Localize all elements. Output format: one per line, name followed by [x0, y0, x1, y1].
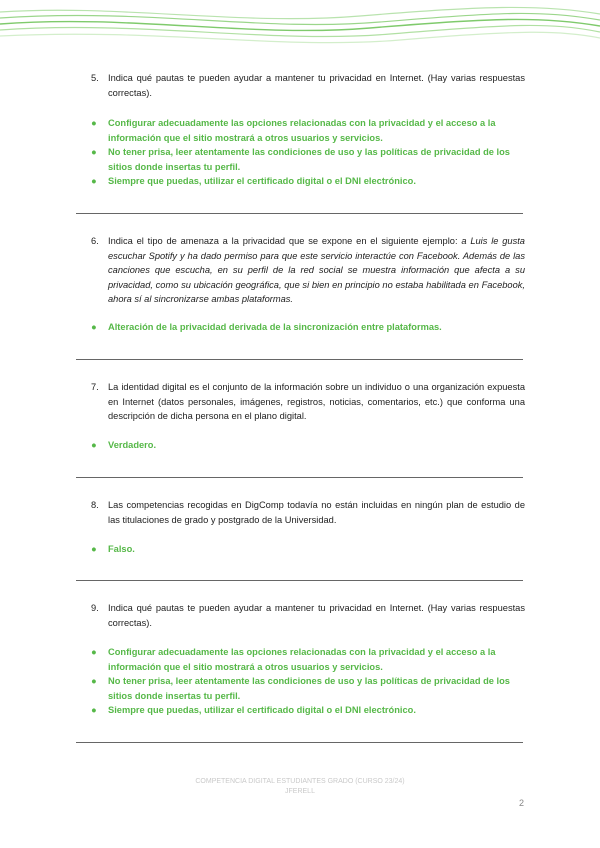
bullet-icon: ● [91, 118, 97, 128]
question-6 [91, 234, 525, 307]
question-5 [91, 71, 525, 100]
question-8 [91, 498, 525, 527]
answer-item: ● Siempre que puedas, utilizar el certificado digital o el DNI electrónico. [91, 703, 525, 718]
bullet-icon: ● [91, 440, 97, 450]
divider [76, 742, 523, 743]
bullet-icon: ● [91, 647, 97, 657]
answer-item: ● Siempre que puedas, utilizar el certificado digital o el DNI electrónico. [91, 174, 525, 189]
divider [76, 213, 523, 214]
question-number: 5. [91, 73, 99, 83]
question-number: 7. [91, 382, 99, 392]
question-text: Indica el tipo de amenaza a la privacidad que se expone en el siguiente ejemplo: a Luis le gusta escuchar Spotify y ha dado permiso para que este servicio interactúe con Facebook. Además de las canciones que escucha, en su perfil de la red social se muestra información que afecta a su privacidad, como su ubicación geográfica, que si bien en principio no estaba habilitada en Facebook, ahora sí al sincronizarse ambas plataformas. [108, 236, 525, 304]
bullet-icon: ● [91, 676, 97, 686]
divider [76, 359, 523, 360]
footer-author: JFERELL [285, 788, 315, 795]
question-example: a Luis le gusta escuchar Spotify y ha dado permiso para que este servicio interactúe con Facebook. Además de las canciones que escucha, en su perfil de la red social se muestra información que afecta a su privacidad, como su ubicación geográfica, que si bien en principio no estaba habilitada en Facebook, ahora sí al sincronizarse ambas plataformas. [108, 236, 525, 304]
answer-item: ● Configurar adecuadamente las opciones relacionadas con la privacidad y el acceso a la información que el sitio mostrará a otros usuarios y servicios. [91, 118, 496, 143]
question-text: Las competencias recogidas en DigComp todavía no están incluidas en ningún plan de estudio de las titulaciones de grado y postgrado de la Universidad. [108, 500, 525, 525]
bullet-icon: ● [91, 176, 97, 186]
divider [76, 477, 523, 478]
question-text: Indica qué pautas te pueden ayudar a mantener tu privacidad en Internet. (Hay varias respuestas correctas). [108, 73, 525, 98]
question-7 [91, 380, 525, 424]
answer-item: ● Alteración de la privacidad derivada de la sincronización entre plataformas. [91, 320, 525, 335]
answers-7 [91, 438, 525, 453]
answers-6 [91, 320, 525, 335]
page-number: 2 [519, 798, 525, 808]
question-text: La identidad digital es el conjunto de la información sobre un individuo o una organización expuesta en Internet (datos personales, imágenes, registros, noticias, comentarios, etc.) que conforma una descripción de dicha persona en el plano digital. [108, 382, 525, 421]
answers-5 [91, 116, 525, 189]
question-number: 9. [91, 603, 99, 613]
question-text: Indica qué pautas te pueden ayudar a mantener tu privacidad en Internet. (Hay varias respuestas correctas). [108, 603, 525, 628]
answer-item: ● No tener prisa, leer atentamente las condiciones de uso y las políticas de privacidad de los sitios donde insertas tu perfil. [91, 676, 510, 701]
answer-item: ● Configurar adecuadamente las opciones relacionadas con la privacidad y el acceso a la información que el sitio mostrará a otros usuarios y servicios. [91, 647, 496, 672]
bullet-icon: ● [91, 544, 97, 554]
answer-item: ● Verdadero. [91, 438, 525, 453]
bullet-icon: ● [91, 147, 97, 157]
answer-item: ● No tener prisa, leer atentamente las condiciones de uso y las políticas de privacidad de los sitios donde insertas tu perfil. [91, 147, 510, 172]
divider [76, 580, 523, 581]
footer-course: COMPETENCIA DIGITAL ESTUDIANTES GRADO (CURSO 23/24) [195, 778, 405, 785]
bullet-icon: ● [91, 705, 97, 715]
bullet-icon: ● [91, 322, 97, 332]
question-number: 6. [91, 236, 99, 246]
question-number: 8. [91, 500, 99, 510]
page-footer [0, 777, 600, 797]
header-wave-decoration [0, 0, 600, 60]
answers-9 [91, 645, 525, 718]
answers-8 [91, 542, 525, 557]
answer-item: ● Falso. [91, 542, 525, 557]
question-9 [91, 601, 525, 630]
